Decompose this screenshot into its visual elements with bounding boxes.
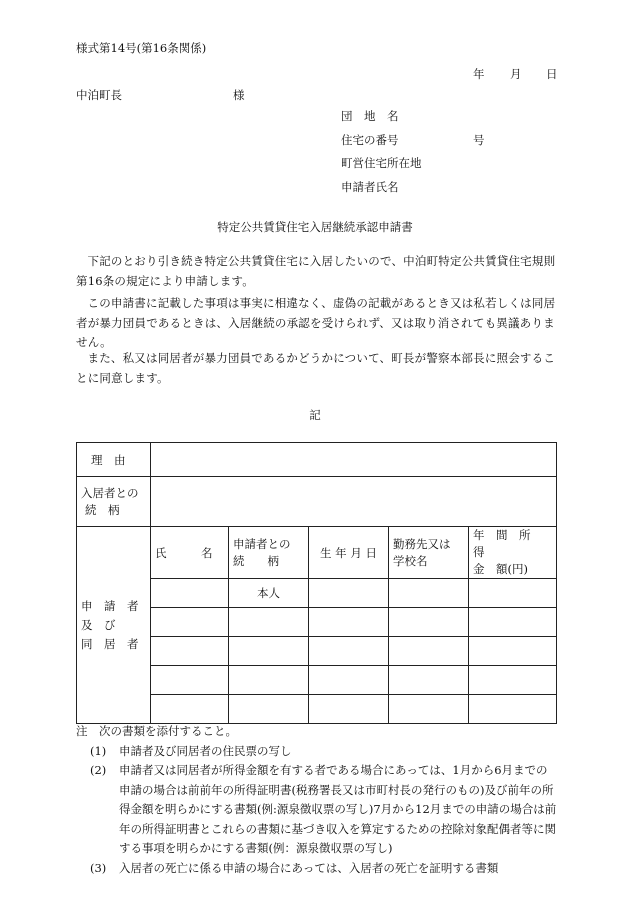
notes-section [76, 722, 558, 878]
field-address-label: 町営住宅所在地 [341, 156, 422, 170]
note-item-2 [76, 761, 558, 859]
field-house-number-suffix: 号 [473, 133, 485, 147]
relation-label-line-1: 入居者との [81, 485, 139, 500]
note-item-1-number: (1) [90, 743, 107, 758]
row1-relation: 本人 [229, 579, 309, 608]
row1-birthdate[interactable] [309, 579, 389, 608]
date-year: 年 [473, 67, 485, 81]
date-month: 月 [510, 67, 522, 81]
field-danchi-label: 団 地 名 [341, 109, 399, 123]
row1-income[interactable] [469, 579, 557, 608]
date-day: 日 [546, 67, 558, 81]
note-item-1-text: 申請者及び同居者の住民票の写し [119, 743, 292, 758]
notes-intro: 注 次の書類を添付すること。 [76, 724, 237, 738]
relation-input-cell[interactable] [151, 477, 557, 527]
field-house-number-label: 住宅の番号 [341, 133, 399, 147]
relation-label-cell [77, 477, 151, 527]
application-table [76, 442, 557, 724]
paragraph-1: 下記のとおり引き続き特定公共賃貸住宅に入居したいので、中泊町特定公共賃貸住宅規則第16条の規定により申請します。 [76, 254, 556, 288]
note-item-3-text: 入居者の死亡に係る申請の場合にあっては、入居者の死亡を証明する書類 [119, 860, 499, 875]
row1-name[interactable] [151, 579, 229, 608]
addressee: 中泊町長 [76, 88, 122, 102]
group-label-line-3: 同 居 者 [81, 636, 139, 651]
form-number: 様式第14号(第16条関係) [76, 41, 207, 55]
reason-input-cell[interactable] [151, 443, 557, 477]
col-header-relation: 申請者との 続 柄 [229, 527, 309, 579]
paragraph-3: また、私又は同居者が暴力団員であるかどうかについて、町長が警察本部長に照会することに同意します。 [76, 351, 556, 385]
col-header-birthdate: 生 年 月 日 [309, 527, 389, 579]
reason-label-cell [77, 443, 151, 477]
note-item-2-text: 申請者又は同居者が所得金額を有する者である場合にあっては、1月から6月までの申請の場合は前前年の所得証明書(税務署長又は市町村長の発行のもの)及び前年の所得金額を明らかにする書類(例:源泉徴収票の写し)7月から12月までの申請の場合は前年の所得証明書とこれらの書類に基づき収入を算定するための控除対象配偶者等に関する事項を明らかにする書類(例：源泉徴収票の写し) [119, 763, 557, 855]
document-title: 特定公共賃貸住宅入居継続承認申請書 [217, 220, 413, 234]
col-header-workplace: 勤務先又は 学校名 [389, 527, 469, 579]
paragraph-2: この申請書に記載した事項は事実に相違なく、虚偽の記載があるとき又は私若しくは同居者が暴力団員であるときは、入居継続の承認を受けられず、又は取り消されても異議ありません。 [76, 296, 556, 349]
col-header-income: 年 間 所 得 金 額(円) [469, 527, 557, 579]
note-item-1 [76, 742, 558, 762]
note-item-2-number: (2) [90, 763, 107, 777]
honorific: 様 [233, 88, 245, 102]
ki-marker: 記 [309, 408, 321, 422]
relation-label-line-2: 続 柄 [85, 502, 120, 517]
group-label-line-1: 申 請 者 [81, 598, 139, 613]
row1-workplace[interactable] [389, 579, 469, 608]
note-item-3 [76, 859, 558, 879]
note-item-3-number: (3) [90, 860, 107, 875]
field-applicant-name-label: 申請者氏名 [341, 180, 399, 194]
group-label-line-2: 及 び [81, 617, 116, 632]
reason-label: 理 由 [91, 452, 126, 467]
group-label-cell [77, 527, 151, 724]
col-header-name: 氏 名 [151, 527, 229, 579]
